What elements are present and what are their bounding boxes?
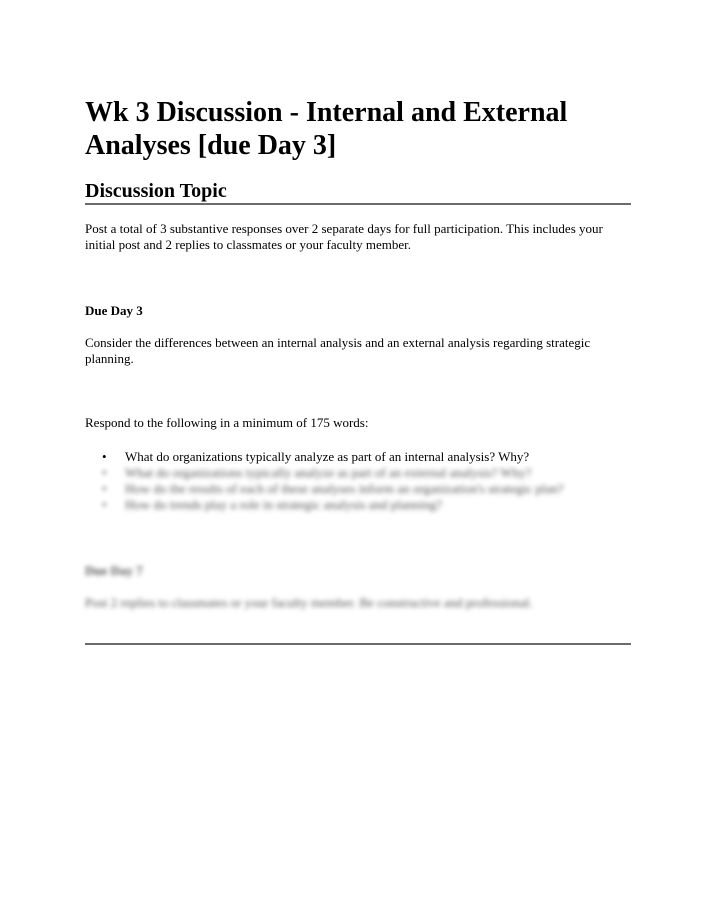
- question-text: What do organizations typically analyze as part of an internal analysis? Why?: [125, 449, 530, 464]
- question-text: How do trends play a role in strategic analysis and planning?: [125, 497, 442, 512]
- heading-divider: [85, 203, 631, 205]
- bullet-icon: •: [102, 449, 107, 464]
- list-item: [85, 449, 631, 465]
- due-day-7-paragraph: Post 2 replies to classmates or your faculty member. Be constructive and professional.: [85, 595, 533, 610]
- list-item: [85, 465, 631, 481]
- intro-paragraph: Post a total of 3 substantive responses over 2 separate days for full participation. This includes your initial post and 2 replies to classmates or your faculty member.: [85, 221, 603, 252]
- list-item: [85, 497, 631, 513]
- bullet-icon: •: [102, 481, 107, 496]
- question-text: What do organizations typically analyze as part of an external analysis? Why?: [125, 465, 532, 480]
- bullet-icon: •: [102, 465, 107, 480]
- due-day-3-heading: Due Day 3: [85, 303, 143, 318]
- respond-instruction: Respond to the following in a minimum of 175 words:: [85, 415, 369, 430]
- question-text: How do the results of each of these analyses inform an organization's strategic plan?: [125, 481, 564, 496]
- list-item: [85, 481, 631, 497]
- bullet-icon: •: [102, 497, 107, 512]
- consider-paragraph: Consider the differences between an internal analysis and an external analysis regarding strategic planning.: [85, 335, 591, 366]
- section-heading: Discussion Topic: [85, 180, 227, 202]
- question-list: [85, 449, 631, 513]
- due-day-7-heading: Due Day 7: [85, 563, 143, 578]
- bottom-divider: [85, 643, 631, 645]
- document-title: Wk 3 Discussion - Internal and External Analyses [due Day 3]: [85, 97, 568, 161]
